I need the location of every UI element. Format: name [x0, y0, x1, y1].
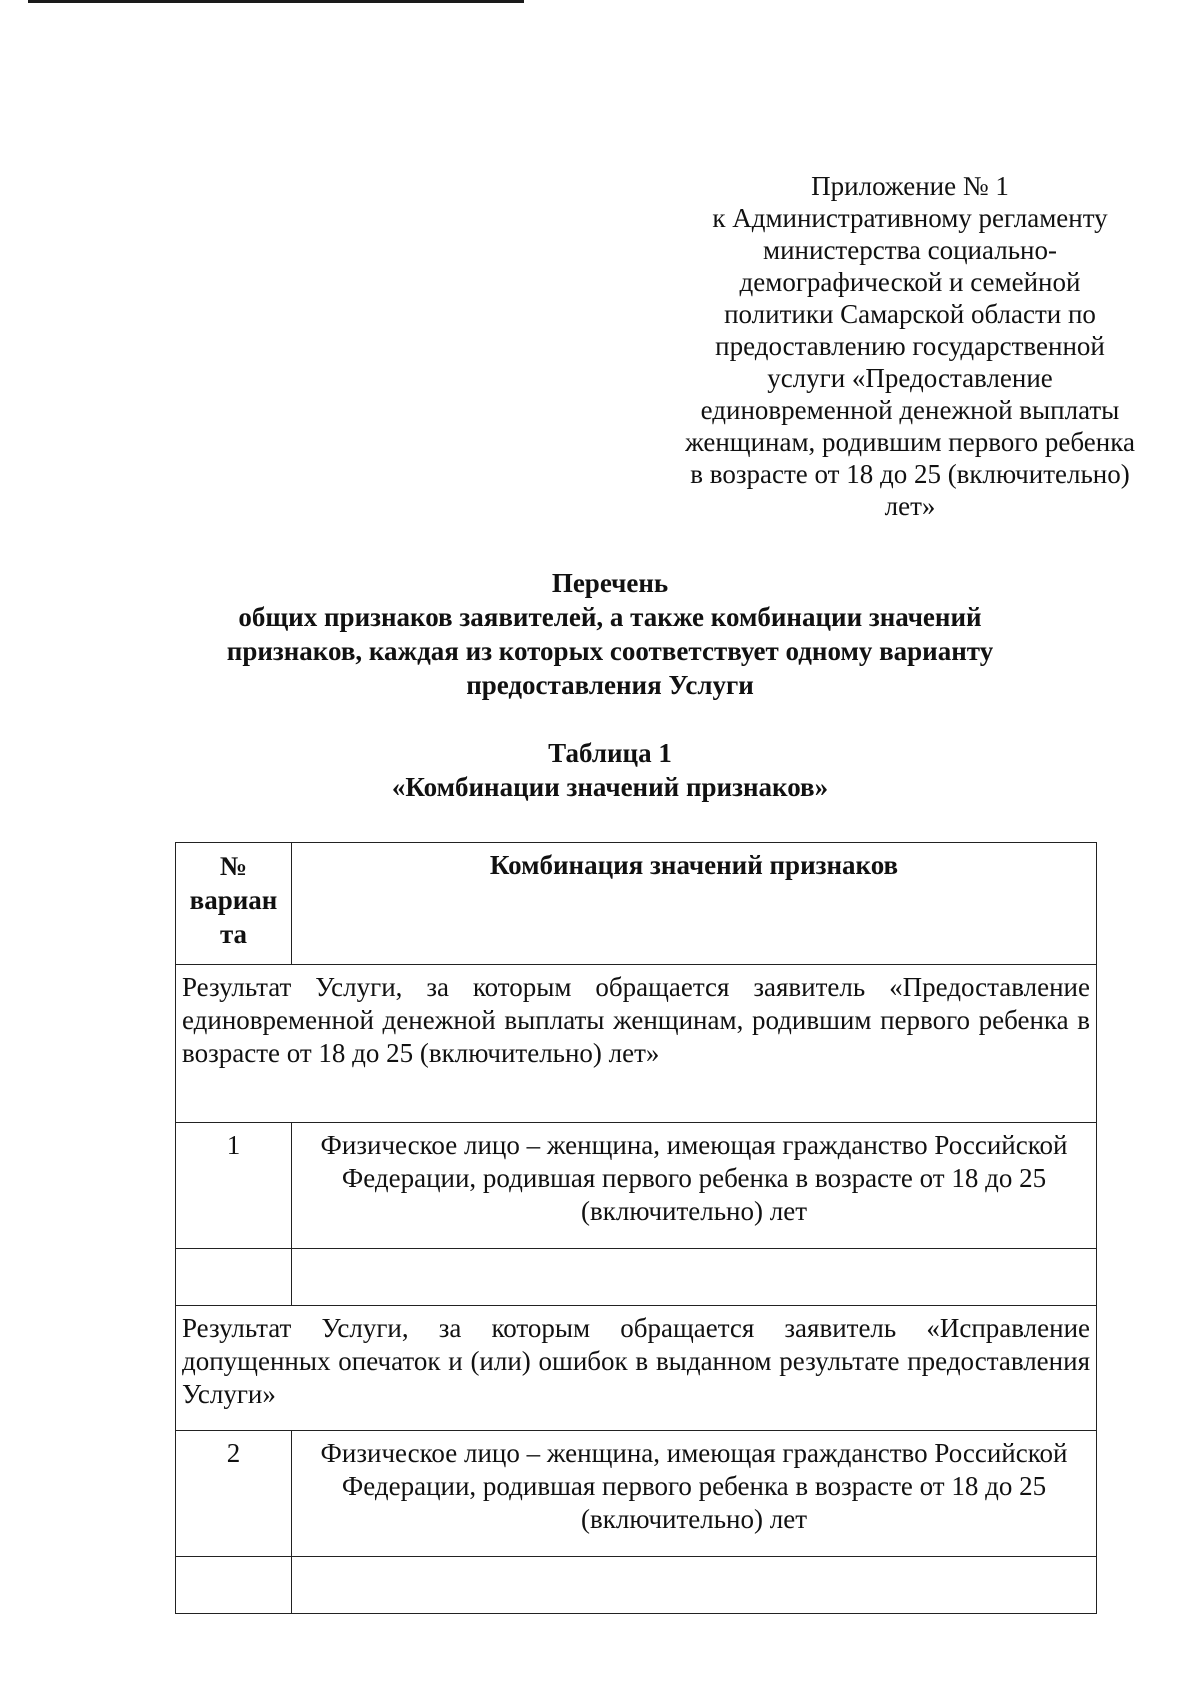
header-number-line: № [219, 851, 248, 881]
appendix-line: женщинам, родившим первого ребенка [685, 427, 1135, 457]
appendix-line: предоставлению государственной [715, 331, 1105, 361]
heading-line: Перечень [551, 568, 669, 598]
appendix-line: министерства социально- [763, 235, 1057, 265]
service-result-cell: Результат Услуги, за которым обращается заявитель «Предоставление единовременной денежной выплаты женщинам, родившим первого ребенка в возрасте от 18 до 25 (включительно) лет» [176, 965, 1097, 1123]
document-heading [160, 566, 1060, 702]
header-number-line: та [219, 919, 248, 949]
header-variant-number [176, 843, 292, 965]
appendix-line: к Административному регламенту [712, 203, 1108, 233]
table-caption [160, 736, 1060, 804]
empty-cell [176, 1249, 292, 1306]
table-row-empty [176, 1557, 1097, 1614]
appendix-line: политики Самарской области по [724, 299, 1096, 329]
empty-cell [292, 1249, 1097, 1306]
variant-description-cell: Физическое лицо – женщина, имеющая гражданство Российской Федерации, родившая первого ребенка в возрасте от 18 до 25 (включительно) лет [292, 1431, 1097, 1557]
table-caption-line: Таблица 1 [548, 738, 672, 768]
table-row [176, 965, 1097, 1123]
table-row [176, 1431, 1097, 1557]
variant-number-cell: 2 [176, 1431, 292, 1557]
heading-line: признаков, каждая из которых соответствует одному варианту [226, 636, 994, 666]
heading-line: предоставления Услуги [466, 670, 754, 700]
empty-cell [292, 1557, 1097, 1614]
header-combination: Комбинация значений признаков [292, 843, 1097, 965]
header-number-line: вариан [189, 885, 278, 915]
appendix-line: лет» [884, 491, 936, 521]
appendix-line: в возрасте от 18 до 25 (включительно) [690, 459, 1130, 489]
appendix-line: демографической и семейной [739, 267, 1081, 297]
variant-description-cell: Физическое лицо – женщина, имеющая гражданство Российской Федерации, родившая первого ребенка в возрасте от 18 до 25 (включительно) лет [292, 1123, 1097, 1249]
table-caption-line: «Комбинации значений признаков» [391, 772, 829, 802]
scan-edge-bar [28, 0, 524, 3]
appendix-line: Приложение № 1 [811, 171, 1009, 201]
service-result-cell: Результат Услуги, за которым обращается заявитель «Исправление допущенных опечаток и (или) ошибок в выданном результате предоставления Услуги» [176, 1306, 1097, 1431]
combinations-table [175, 842, 1097, 1614]
table-header-row [176, 843, 1097, 965]
table-row [176, 1306, 1097, 1431]
table-row [176, 1123, 1097, 1249]
appendix-line: единовременной денежной выплаты [700, 395, 1120, 425]
table-row-empty [176, 1249, 1097, 1306]
heading-line: общих признаков заявителей, а также комбинации значений [238, 602, 982, 632]
appendix-block [650, 170, 1170, 522]
appendix-line: услуги «Предоставление [767, 363, 1053, 393]
empty-cell [176, 1557, 292, 1614]
variant-number-cell: 1 [176, 1123, 292, 1249]
